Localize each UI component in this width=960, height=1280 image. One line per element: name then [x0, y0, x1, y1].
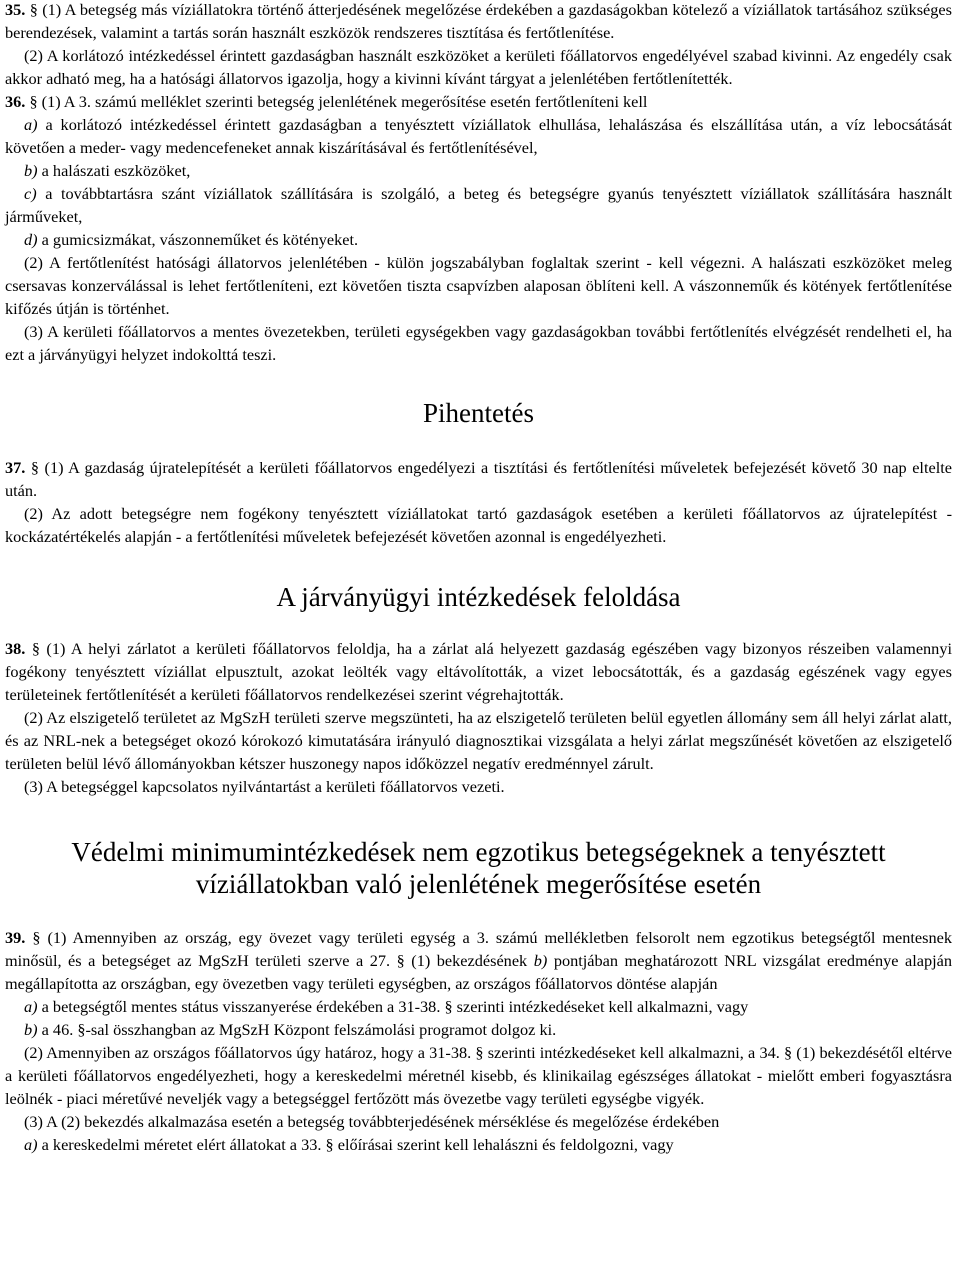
- heading-line-2: víziállatokban való jelenlétének megerősítése esetén: [195, 869, 762, 899]
- section-38-paragraph-2: (2) Az elszigetelő területet az MgSzH területi szerve megszünteti, ha az elszigetelő területen belül egyetlen állomány sem áll helyi zárlat alatt, és az NRL-nek a betegséget okozó kórokozó kimutatására irányuló diagnosztikai vizsgálata a helyi zárlat megszűnését követően az elszigetelő területen belül lévő állományokban kétszer huszonegy napos időközzel negatív eredménnyel zárult.: [5, 708, 952, 773]
- heading-jarvanyugyi-feloldas: A járványügyi intézkedések feloldása: [276, 582, 681, 612]
- section-38-paragraph-1: [5, 637, 952, 706]
- point-label: a): [24, 115, 38, 134]
- section-39-text-after: pontjában meghatározott NRL vizsgálat eredménye alapján megállapította az országban, egy övezetben vagy területi egységben, az országos főállatorvos döntése alapján: [5, 951, 952, 993]
- section-36-point-b: [5, 159, 952, 182]
- heading-vedelmi-minimumintezkedesek: [5, 836, 952, 900]
- point-label: b): [24, 1020, 38, 1039]
- point-text: a gumicsizmákat, vászonneműket és kötényeket.: [41, 230, 359, 249]
- section-39-text-before: § (1) Amennyiben az ország, egy övezet vagy területi egység a 3. számú mellékletben felsorolt nem egzotikus betegségtől mentesnek minősül, és a betegséget az MgSzH területi szerve a 27. § (1) bekezdésének: [5, 928, 952, 970]
- section-35-paragraph-2: (2) A korlátozó intézkedéssel érintett gazdaságban használt eszközöket a kerületi főállatorvos engedélyével szabad kivinni. Az engedély csak akkor adható meg, ha a hatósági állatorvos igazolja, hogy a kivinni kívánt tárgyat a jelenlétében fertőtlenítették.: [5, 46, 952, 88]
- section-38-paragraph-3: (3) A betegséggel kapcsolatos nyilvántartást a kerületi főállatorvos vezeti.: [24, 777, 505, 796]
- section-39-paragraph-3: (3) A (2) bekezdés alkalmazása esetén a betegség továbbterjedésének mérséklése és megelőzése érdekében: [24, 1112, 720, 1131]
- section-36-paragraph-3: (3) A kerületi főállatorvos a mentes övezetekben, területi egységekben vagy gazdaságokban további fertőtlenítés elvégzését rendelheti el, ha ezt a járványügyi helyzet indokolttá teszi.: [5, 322, 952, 364]
- section-39-number: 39.: [5, 928, 26, 947]
- point-text: a továbbtartásra szánt víziállatok szállítására is szolgáló, a beteg és betegségre gyanús tenyésztett víziállatok szállítására használt járműveket,: [5, 184, 952, 226]
- section-37-paragraph-1: [5, 456, 952, 502]
- point-label: d): [24, 230, 38, 249]
- point-text: a kereskedelmi méretet elért állatokat a 33. § előírásai szerint kell lehalászni és feldolgozni, vagy: [41, 1135, 674, 1154]
- section-39-point-a: [5, 995, 952, 1018]
- section-36-point-a: [5, 113, 952, 159]
- section-36-paragraph-1: [5, 90, 952, 113]
- section-36-number: 36.: [5, 92, 26, 111]
- section-36-point-c: [5, 182, 952, 228]
- point-reference-b: b): [533, 951, 548, 970]
- section-36-point-d: [5, 228, 952, 251]
- point-label: a): [24, 1135, 38, 1154]
- section-36-paragraph-2: (2) A fertőtlenítést hatósági állatorvos jelenlétében - külön jogszabályban foglaltak szerint - kell végezni. A halászati eszközöket meleg csersavas konzerválással is lehet fertőtleníteni, ezt követően tiszta csapvízben alaposan öblíteni kell. A vászonneműk és kötények fertőtlenítése kifőzés útján is történhet.: [5, 253, 952, 318]
- section-36-text: § (1) A 3. számú melléklet szerinti betegség jelenlétének megerősítése esetén fertőtleníteni kell: [29, 92, 648, 111]
- section-37-number: 37.: [5, 458, 26, 477]
- point-text: a 46. §-sal összhangban az MgSzH Központ felszámolási programot dolgoz ki.: [41, 1020, 557, 1039]
- point-label: c): [24, 184, 37, 203]
- point-text: a betegségtől mentes státus visszanyerése érdekében a 31-38. § szerinti intézkedéseket kell alkalmazni, vagy: [41, 997, 749, 1016]
- section-35-number: 35.: [5, 0, 26, 19]
- point-text: a korlátozó intézkedéssel érintett gazdaságban a tenyésztett víziállatok elhullása, lehalászása és elszállítása után, a víz lebocsátását követően a meder- vagy medencefeneket annak kiszárításával és fertőtlenítésével,: [5, 115, 952, 157]
- section-39-paragraph-1: [5, 926, 952, 995]
- section-35-text: § (1) A betegség más víziállatokra történő átterjedésének megelőzése érdekében a gazdaságokban kötelező a víziállatok tartásához szükséges berendezések, valamint a tartás során használt eszközök rendszeres tisztítása és fertőtlenítése.: [5, 0, 952, 42]
- heading-pihentetes: Pihentetés: [423, 398, 534, 428]
- section-37-paragraph-2: (2) Az adott betegségre nem fogékony tenyésztett víziállatokat tartó gazdaságok esetében a kerületi főállatorvos az újratelepítést - kockázatértékelés alapján - a fertőtlenítési műveletek befejezését követően azonnal is engedélyezheti.: [5, 504, 952, 546]
- section-38-text: § (1) A helyi zárlatot a kerületi főállatorvos feloldja, ha a zárlat alá helyezett gazdaság egészében vagy bizonyos részeiben valamennyi fogékony tenyésztett víziállat elpusztult, azokat leölték vagy eltávolították, a vizet lebocsátották, és a gazdaság egészének vagy egyes területeinek fertőtlenítését a kerületi főállatorvos rendelkezései szerint végrehajtották.: [5, 639, 952, 704]
- point-label: a): [24, 997, 38, 1016]
- section-37-text: § (1) A gazdaság újratelepítését a kerületi főállatorvos engedélyezi a tisztítási és fertőtlenítési műveletek befejezését követő 30 nap eltelte után.: [5, 458, 952, 500]
- section-39-point-3a: [5, 1133, 952, 1156]
- section-38-number: 38.: [5, 639, 26, 658]
- section-35-paragraph-1: [5, 0, 952, 44]
- section-39-point-b: [5, 1018, 952, 1041]
- section-39-paragraph-2: (2) Amennyiben az országos főállatorvos úgy határoz, hogy a 31-38. § szerinti intézkedéseket kell alkalmazni, a 34. § (1) bekezdésétől eltérve a kerületi főállatorvos engedélyezheti, hogy a kereskedelmi méretnél kisebb, és klinikailag egészséges állatokat - mielőtt emberi fogyasztásra leölnék - piaci méretűvé neveljék vagy a betegséggel fertőzött más övezetbe vagy területi egységbe vigyék.: [5, 1043, 952, 1108]
- heading-line-1: Védelmi minimumintézkedések nem egzotikus betegségeknek a tenyésztett: [71, 837, 886, 867]
- point-text: a halászati eszközöket,: [41, 161, 191, 180]
- point-label: b): [24, 161, 38, 180]
